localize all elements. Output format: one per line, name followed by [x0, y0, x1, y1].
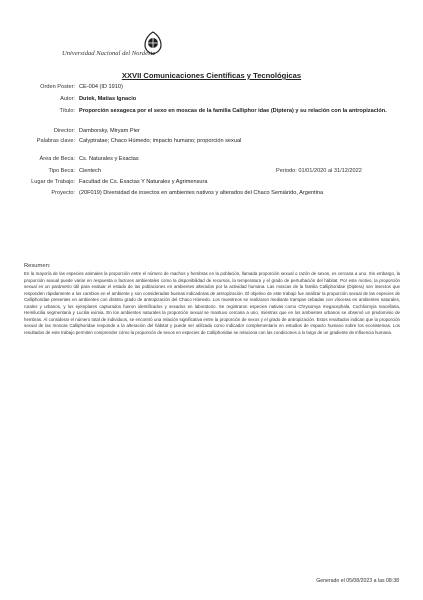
director-value: Damborsky, Miryam Pier: [79, 128, 140, 134]
tipo-value: Cientech: [79, 168, 102, 174]
generated-timestamp: Generado el 05/08/2023 a las 08:38: [316, 578, 399, 584]
lugar-value: Facultad de Cs. Exactas Y Naturales y Agrimensura: [79, 179, 208, 185]
proyecto-label: Proyecto:: [51, 190, 75, 196]
periodo-dates: 01/01/2020 al 31/12/2022: [298, 168, 362, 174]
abstract-label: Resumen:: [24, 263, 51, 269]
university-name: Universidad Nacional del Nordeste: [62, 50, 156, 57]
proyecto-value: (20F019) Diversidad de insectos en ambientes nativos y alterados del Chaco Semiárido, Argentina: [79, 190, 324, 196]
area-label: Área de Beca:: [39, 156, 75, 162]
area-value: Cs. Naturales y Exactas: [79, 156, 139, 162]
lugar-label: Lugar de Trabajo:: [31, 179, 75, 185]
autor-label: Autor:: [60, 96, 75, 102]
periodo-value: [276, 168, 362, 175]
titulo-label: Título:: [59, 108, 75, 114]
orden-value: CE-004 (ID 1910): [79, 84, 123, 90]
abstract-text: En la mayoría de las especies animales la proporción entre el número de machos y hembras en la población, llamada proporción sexual o razón de sexos, es cercana a uno. Sin embargo, la proporción sexual puede variar en respuesta a factores ambientales como la disponibilidad de recursos, la temperatura y el grado de perturbación del hábitat. Por este motivo, la proporción sexual es un parámetro útil para evaluar el estado de las poblaciones en ambientes alterados por la actividad humana. Las moscas de la familia Calliphoridae (Diptera) son insectos que responden rápidamente a los cambios en el ambiente y son consideradas buenas indicadoras de antropización. El objetivo de este trabajo fue analizar la proporción sexual de las especies de Calliphoridae presentes en ambientes con distinto grado de antropización del Chaco Húmedo. Los muestreos se realizaron mediante trampas cebadas con vísceras en ambientes naturales, rurales y urbanos, y los ejemplares capturados fueron identificados y sexados en laboratorio. Se registraron especies nativas como Chrysomya megacephala, Cochliomyia macellaria, Hemilucilia segmentaria y Lucilia eximia. En los ambientes naturales la proporción sexual se mantuvo cercana a uno, mientras que en los ambientes urbanos se observó un predominio de hembras. Al considerar el número total de individuos, se encontró una relación significativa entre la proporción de sexos y el grado de antropización. Estos resultados indican que la proporción sexual de las moscas Calliphoridae responde a la alteración del hábitat y puede ser utilizada como indicador complementario en estudios de impacto humano sobre los ecosistemas. Los resultados de este trabajo permiten comprender cómo la proporción de sexos en especies de Calliphoridae se relaciona con las condiciones a lo largo de un gradiente de influencia humana.: [24, 271, 400, 335]
tipo-label: Tipo Beca:: [48, 168, 75, 174]
university-header: [60, 28, 360, 58]
page-title: XXVII Comunicaciones Científicas y Tecnológicas: [121, 71, 302, 80]
periodo-label: Periodo:: [276, 168, 297, 174]
palabras-value: Calyptratae; Chaco Húmedo; impacto humano; proporción sexual: [79, 138, 242, 144]
autor-value: Dutek, Matias Ignacio: [79, 96, 137, 102]
director-label: Director:: [53, 128, 75, 134]
palabras-label: Palabras clave:: [36, 138, 75, 144]
orden-label: Orden Poster:: [40, 84, 75, 90]
titulo-value: Proporción sexageca por el sexo en moscas de la familia Calliphor idae (Diptera) y su relación con la antropización.: [79, 108, 387, 114]
